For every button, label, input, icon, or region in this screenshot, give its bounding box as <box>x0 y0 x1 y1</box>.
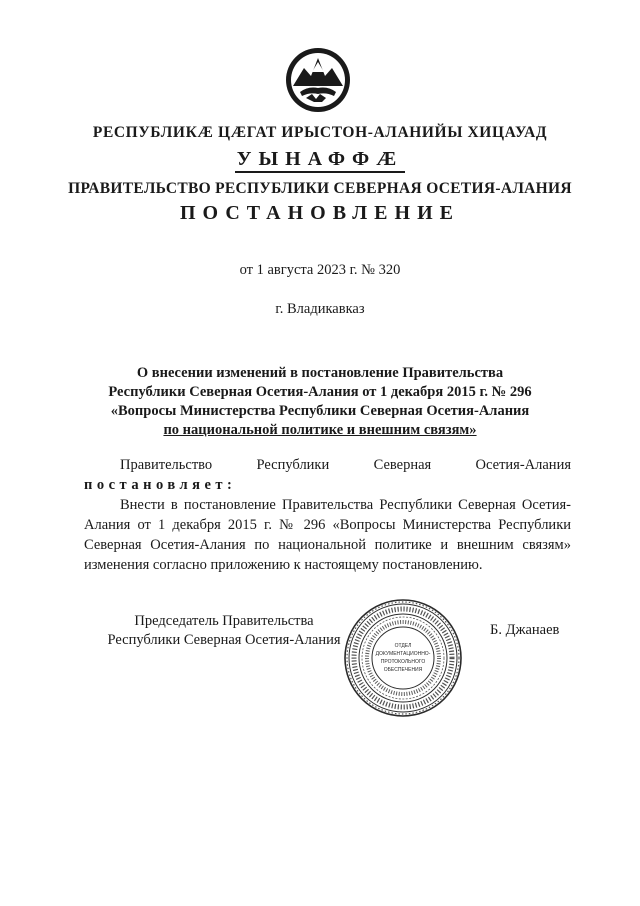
position-line: Республики Северная Осетия-Алания <box>107 632 341 648</box>
intro-word: Республики <box>256 457 330 473</box>
document-title <box>60 364 580 440</box>
title-line: по национальной политике и внешним связям» <box>163 422 477 438</box>
position-line: Председатель Правительства <box>134 613 314 629</box>
signature-position <box>94 612 354 650</box>
doc-type-ossetian-text: УЫНАФФӔ <box>235 148 405 173</box>
title-line: Республики Северная Осетия-Алания от 1 декабря 2015 г. № 296 <box>108 384 532 400</box>
republic-ossetian-heading: РЕСПУБЛИКӔ ЦӔГАТ ИРЫСТОН-АЛАНИЙЫ ХИЦАУАД <box>92 124 548 141</box>
government-russian-heading: ПРАВИТЕЛЬСТВО РЕСПУБЛИКИ СЕВЕРНАЯ ОСЕТИЯ-АЛАНИЯ <box>68 180 572 197</box>
seal-center-line: ОБЕСПЕЧЕНИЯ <box>383 667 423 673</box>
intro-line <box>84 455 571 475</box>
body-paragraph: Внести в постановление Правительства Республики Северная Осетия-Алания от 1 декабря 2015 г. № 296 «Вопросы Министерства Республики Северная Осетия-Алания по национальной политике и внешним связям» изменения согласно приложению к настоящему постановлению. <box>84 497 571 573</box>
document-date-number: от 1 августа 2023 г. № 320 <box>239 262 401 278</box>
intro-word: Осетия-Алания <box>475 457 571 473</box>
coat-of-arms-icon <box>284 46 352 114</box>
doc-type-ossetian <box>0 148 640 171</box>
document-city: г. Владикавказ <box>275 301 365 317</box>
title-line: О внесении изменений в постановление Правительства <box>136 365 504 381</box>
official-seal-icon <box>343 598 463 718</box>
seal-center-line: ПРОТОКОЛЬНОГО <box>380 659 426 665</box>
doc-type-russian: ПОСТАНОВЛЕНИЕ <box>180 202 460 224</box>
decree-word: постановляет: <box>84 477 237 493</box>
intro-word: Правительство <box>120 457 213 473</box>
title-line: «Вопросы Министерства Республики Северная Осетия-Алания <box>110 403 530 419</box>
seal-center-line: ДОКУМЕНТАЦИОННО- <box>375 651 431 657</box>
seal-center-line: ОТДЕЛ <box>394 643 412 649</box>
intro-word: Северная <box>373 457 432 473</box>
signatory-name: Б. Джанаев <box>490 622 560 638</box>
document-body <box>84 455 571 575</box>
